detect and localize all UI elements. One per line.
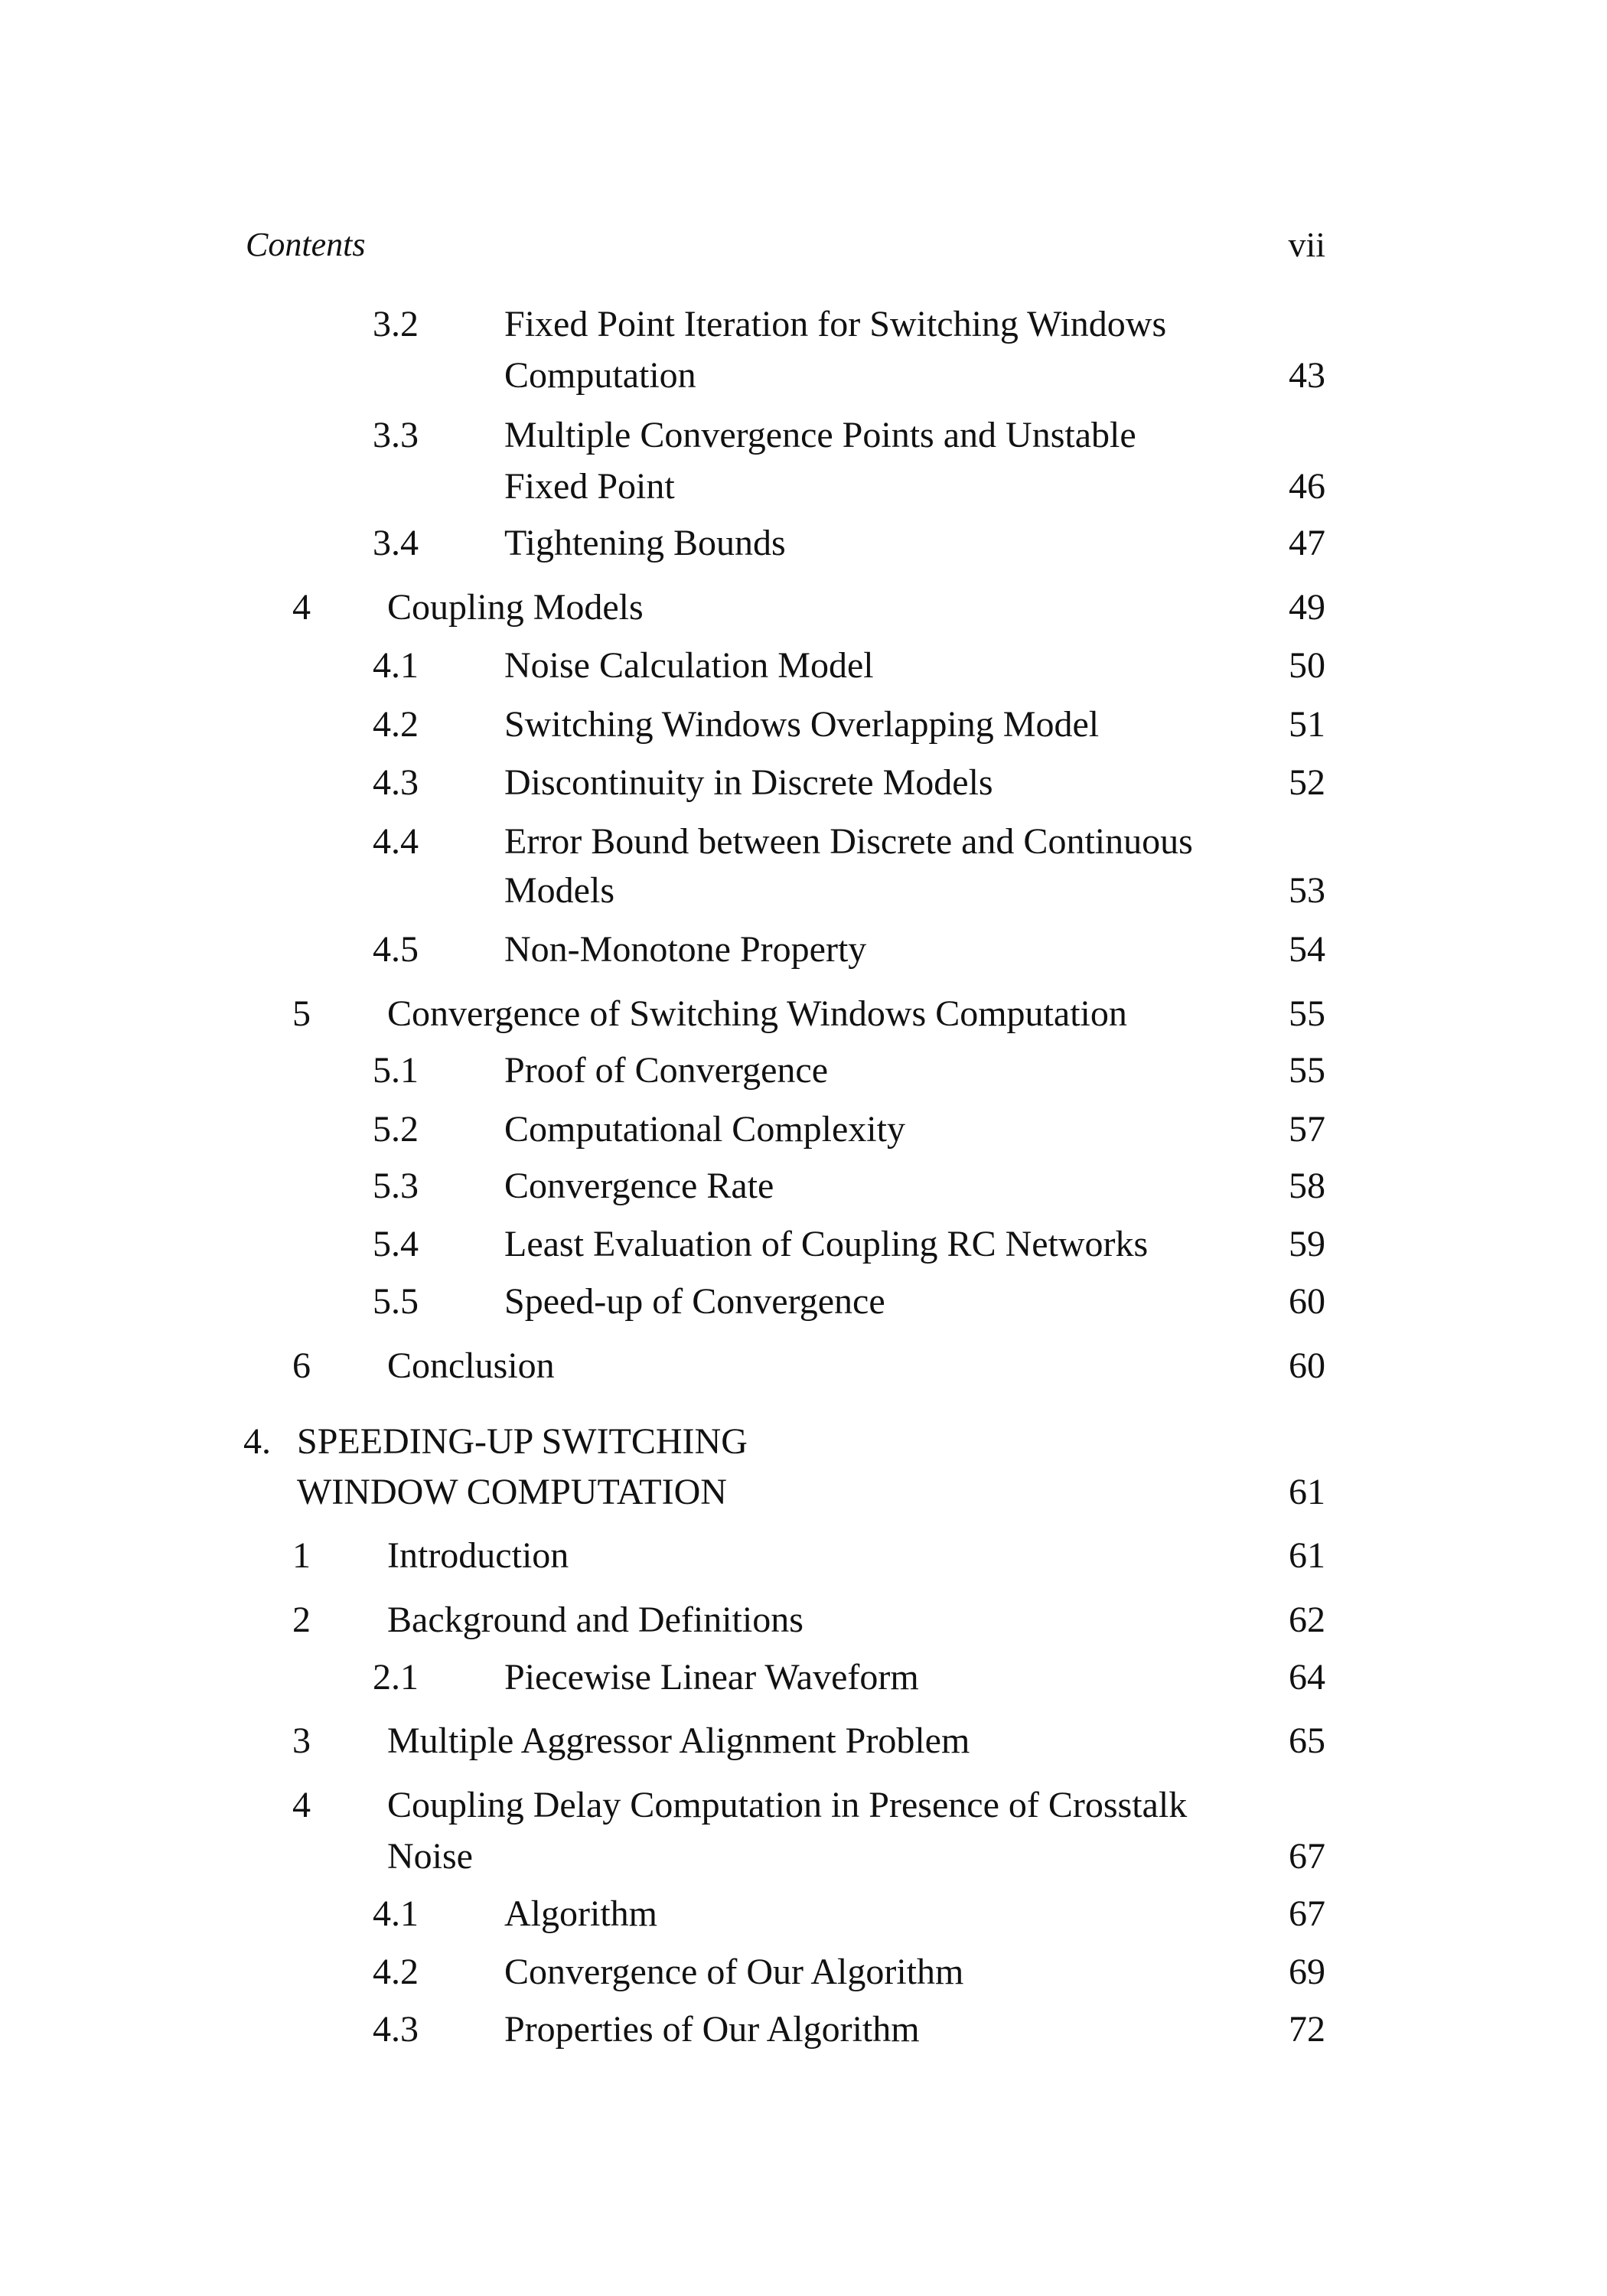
toc-entry-title: Convergence of Our Algorithm: [504, 1952, 964, 1992]
toc-entry-page: 55: [1289, 993, 1325, 1034]
toc-entry-number: 3.3: [373, 415, 419, 455]
toc-entry-title: Fixed Point Iteration for Switching Windows: [504, 304, 1167, 344]
toc-entry-number: 5.2: [373, 1109, 419, 1150]
toc-entry-number: 5.4: [373, 1224, 419, 1264]
toc-entry-page: 60: [1289, 1281, 1325, 1322]
toc-entry-title: Proof of Convergence: [504, 1050, 828, 1091]
toc-entry-number: 3.2: [373, 304, 419, 344]
toc-entry-page: 58: [1289, 1166, 1325, 1206]
toc-entry-title: Introduction: [387, 1535, 569, 1576]
toc-entry-number: 4.4: [373, 821, 419, 862]
toc-entry-number: 2.1: [373, 1657, 419, 1698]
toc-entry-title: Convergence of Switching Windows Computation: [387, 993, 1127, 1034]
toc-entry-number: 3.4: [373, 523, 419, 563]
toc-entry-title: Speed-up of Convergence: [504, 1281, 885, 1322]
toc-entry-number: 4: [292, 1785, 311, 1825]
toc-entry-title: Tightening Bounds: [504, 523, 786, 563]
toc-entry-number: 1: [292, 1535, 311, 1576]
toc-entry-title: Discontinuity in Discrete Models: [504, 762, 993, 803]
toc-entry-page: 52: [1289, 762, 1325, 803]
toc-entry-title: Conclusion: [387, 1345, 555, 1386]
toc-entry-number: 4.1: [373, 645, 419, 686]
toc-entry-number: 5.3: [373, 1166, 419, 1206]
toc-entry-page: 49: [1289, 587, 1325, 628]
toc-entry-page: 69: [1289, 1952, 1325, 1992]
toc-entry-number: 3: [292, 1720, 311, 1761]
toc-entry-page: 55: [1289, 1050, 1325, 1091]
toc-entry-page: 43: [1289, 355, 1325, 396]
toc-entry-title: Multiple Convergence Points and Unstable: [504, 415, 1136, 455]
toc-entry-page: 46: [1289, 466, 1325, 507]
toc-entry-title: Error Bound between Discrete and Continuous: [504, 821, 1193, 862]
toc-entry-title: Models: [504, 870, 614, 911]
toc-entry-page: 60: [1289, 1345, 1325, 1386]
toc-entry-title: Noise: [387, 1836, 473, 1877]
toc-entry-number: 4.3: [373, 2009, 419, 2050]
toc-entry-title: Piecewise Linear Waveform: [504, 1657, 919, 1698]
toc-entry-page: 57: [1289, 1109, 1325, 1150]
toc-entry-number: 4.2: [373, 1952, 419, 1992]
toc-entry-page: 54: [1289, 929, 1325, 970]
toc-entry-title: Non-Monotone Property: [504, 929, 867, 970]
toc-entry-page: 50: [1289, 645, 1325, 686]
toc-entry-title: Computation: [504, 355, 696, 396]
toc-entry-title: Least Evaluation of Coupling RC Networks: [504, 1224, 1149, 1264]
toc-entry-page: 51: [1289, 704, 1325, 745]
toc-entry-number: 4.2: [373, 704, 419, 745]
toc-entry-page: 53: [1289, 870, 1325, 911]
toc-entry-page: 64: [1289, 1657, 1325, 1698]
toc-entry-number: 4.3: [373, 762, 419, 803]
toc-entry-title: Coupling Delay Computation in Presence of Crosstalk: [387, 1785, 1188, 1825]
toc-entry-number: 2: [292, 1600, 311, 1640]
toc-entry-page: 47: [1289, 523, 1325, 563]
toc-entry-title: Computational Complexity: [504, 1109, 905, 1150]
toc-entry-number: 4.1: [373, 1893, 419, 1934]
toc-entry-number: 4.: [243, 1421, 271, 1462]
toc-entry-title: SPEEDING-UP SWITCHING: [297, 1421, 748, 1462]
toc-entry-title: Switching Windows Overlapping Model: [504, 704, 1100, 745]
toc-entry-title: Coupling Models: [387, 587, 644, 628]
toc-entry-title: Convergence Rate: [504, 1166, 774, 1206]
toc-entry-page: 61: [1289, 1535, 1325, 1576]
toc-entry-number: 5.5: [373, 1281, 419, 1322]
toc-entry-page: 72: [1289, 2009, 1325, 2050]
toc-entry-page: 62: [1289, 1600, 1325, 1640]
toc-entry-title: Noise Calculation Model: [504, 645, 874, 686]
toc-entry-page: 65: [1289, 1720, 1325, 1761]
toc-entry-page: 59: [1289, 1224, 1325, 1264]
toc-entry-title: Properties of Our Algorithm: [504, 2009, 920, 2050]
toc-entry-title: Background and Definitions: [387, 1600, 804, 1640]
toc-entry-page: 67: [1289, 1836, 1325, 1877]
toc-entry-number: 4: [292, 587, 311, 628]
toc-entry-title: Algorithm: [504, 1893, 657, 1934]
toc-entry-number: 4.5: [373, 929, 419, 970]
toc-entry-page: 61: [1289, 1472, 1325, 1512]
toc-entry-number: 6: [292, 1345, 311, 1386]
toc-entry-page: 67: [1289, 1893, 1325, 1934]
toc-entry-number: 5.1: [373, 1050, 419, 1091]
toc-entry-title: WINDOW COMPUTATION: [297, 1472, 727, 1512]
toc-entry-number: 5: [292, 993, 311, 1034]
toc-entry-title: Multiple Aggressor Alignment Problem: [387, 1720, 970, 1761]
running-header-title: Contents: [246, 226, 366, 263]
toc-entry-title: Fixed Point: [504, 466, 675, 507]
page-number: vii: [1288, 225, 1325, 264]
